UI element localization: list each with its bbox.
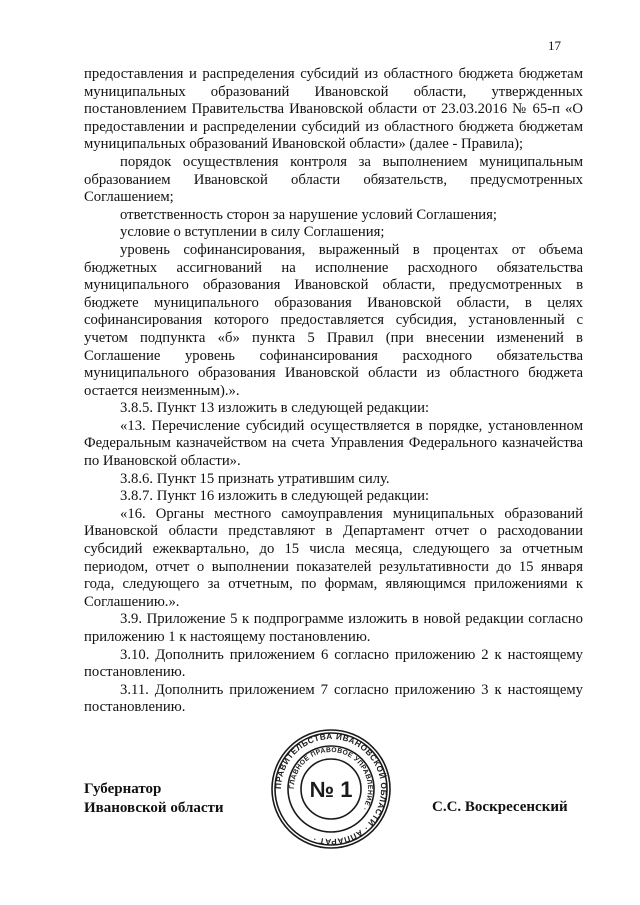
page-number: 17 — [548, 38, 561, 53]
svg-text:№ 1: № 1 — [309, 777, 353, 802]
paragraph: 3.8.7. Пункт 16 изложить в следующей редакции: — [120, 488, 430, 505]
document-body — [84, 66, 583, 717]
paragraph: уровень софинансирования, выраженный в процентах от объема бюджетных ассигнований на исполнение расходного обязательства муниципального образования Ивановской области, предусмотренных в бюджете муниципального образования Ивановской области, в целях софинансирования которого предоставляется субсидия, установленный с учетом подпункта «б» пункта 5 Правил (при внесении изменений в Соглашение уровень софинансирования расходного обязательства муниципального образования Ивановской области из областного бюджета остается неизменным).». — [84, 241, 583, 399]
signatory-title-line1: Губернатор — [84, 781, 162, 797]
paragraph: порядок осуществления контроля за выполнением муниципальным образованием Ивановской области обязательств, предусмотренных Соглашением; — [84, 153, 583, 206]
paragraph: 3.9. Приложение 5 к подпрограмме изложить в новой редакции согласно приложению 1 к настоящему постановлению. — [84, 611, 583, 645]
signatory-title — [84, 780, 224, 818]
svg-text:ПРАВИТЕЛЬСТВА ИВАНОВСКОЙ ОБЛАС: ПРАВИТЕЛЬСТВА ИВАНОВСКОЙ ОБЛАСТИ · АППАРАТ · — [273, 731, 389, 847]
paragraph: «16. Органы местного самоуправления муниципальных образований Ивановской области представляют в Департамент отчет о расходовании субсидий ежеквартально, до 15 числа месяца, следующего за отчетным периодом, отчет о выполнении показателей результативности до 15 января года, следующего за отчетным, по формам, являющимся приложениями к Соглашению.». — [84, 505, 583, 610]
svg-text:ГЛАВНОЕ ПРАВОВОЕ УПРАВЛЕНИЕ ·: ГЛАВНОЕ ПРАВОВОЕ УПРАВЛЕНИЕ · — [288, 746, 374, 812]
paragraph: ответственность сторон за нарушение условий Соглашения; — [120, 206, 498, 223]
signatory-name: С.С. Воскресенский — [432, 799, 568, 815]
official-seal-stamp — [270, 728, 392, 850]
signatory-title-line2: Ивановской области — [84, 800, 224, 816]
paragraph: 3.8.6. Пункт 15 признать утратившим силу. — [120, 470, 390, 487]
paragraph: предоставления и распределения субсидий из областного бюджета бюджетам муниципальных образований Ивановской области, утвержденных постановлением Правительства Ивановской области от 23.03.2016 № 65-п «О предоставлении и распределении субсидий из областного бюджета бюджетам муниципальных образований Ивановской области» (далее - Правила); — [84, 66, 583, 153]
paragraph: 3.11. Дополнить приложением 7 согласно приложению 3 к настоящему постановлению. — [84, 681, 583, 716]
paragraph: условие о вступлении в силу Соглашения; — [120, 224, 385, 241]
paragraph: 3.8.5. Пункт 13 изложить в следующей редакции: — [120, 400, 430, 417]
paragraph: 3.10. Дополнить приложением 6 согласно приложению 2 к настоящему постановлению. — [84, 646, 583, 681]
paragraph: «13. Перечисление субсидий осуществляется в порядке, установленном Федеральным казначейством на счета Управления Федерального казначейства по Ивановской области». — [84, 417, 583, 470]
